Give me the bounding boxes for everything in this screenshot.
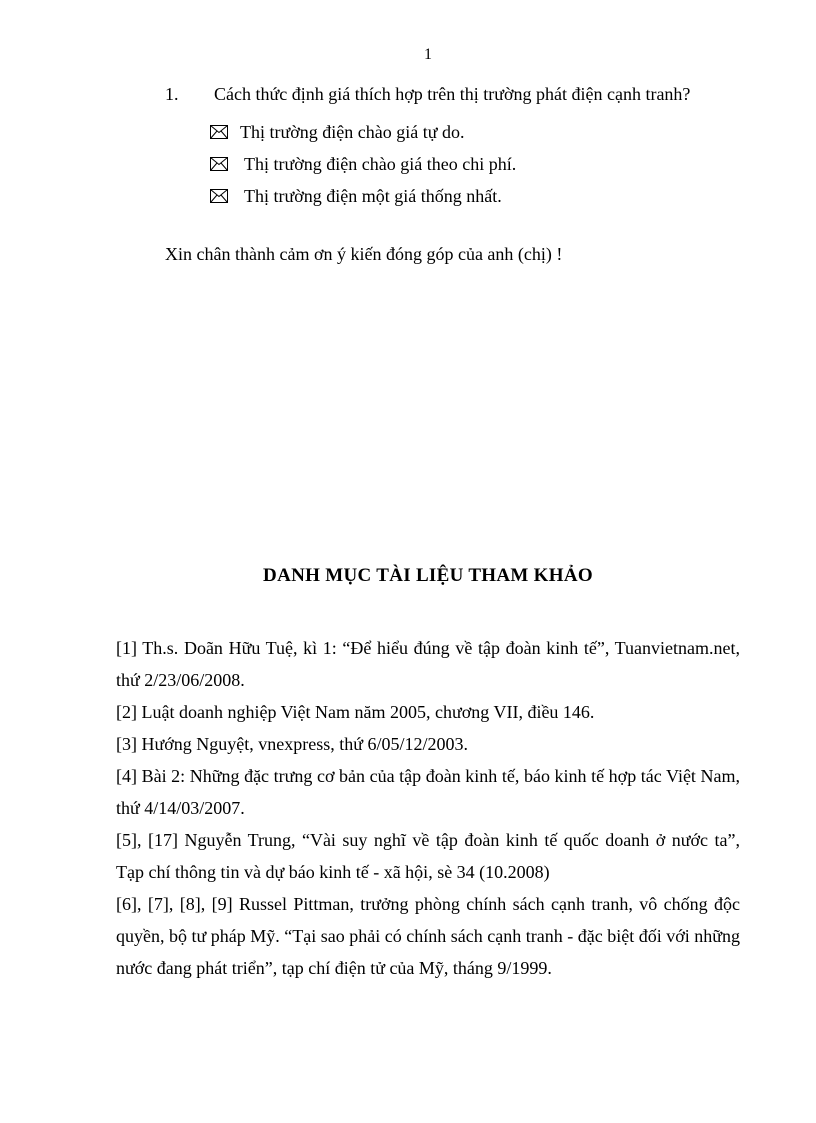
references-list bbox=[116, 632, 740, 984]
envelope-checkbox-icon bbox=[210, 125, 228, 139]
reference-item: [6], [7], [8], [9] Russel Pittman, trưởng phòng chính sách cạnh tranh, vô chống độc quyền, bộ tư pháp Mỹ. “Tại sao phải có chính sách cạnh tranh - đặc biệt đối với những nước đang phát triển”, tạp chí điện tử của Mỹ, tháng 9/1999. bbox=[116, 894, 740, 978]
references-title: DANH MỤC TÀI LIỆU THAM KHẢO bbox=[263, 565, 593, 586]
reference-item: [3] Hướng Nguyệt, vnexpress, thứ 6/05/12/2003. bbox=[116, 734, 468, 754]
answer-option-label: Thị trường điện chào giá tự do. bbox=[240, 121, 465, 142]
answer-option-label: Thị trường điện một giá thống nhất. bbox=[244, 185, 502, 206]
reference-item: [4] Bài 2: Những đặc trưng cơ bản của tập đoàn kinh tế, báo kinh tế hợp tác Việt Nam, thứ 4/14/03/2007. bbox=[116, 766, 740, 818]
answer-option[interactable] bbox=[210, 148, 516, 180]
answer-options bbox=[210, 116, 516, 212]
answer-option[interactable] bbox=[210, 116, 516, 148]
question-text: Cách thức định giá thích hợp trên thị trường phát điện cạnh tranh? bbox=[214, 84, 691, 104]
answer-option[interactable] bbox=[210, 180, 516, 212]
answer-option-label: Thị trường điện chào giá theo chi phí. bbox=[244, 153, 517, 174]
reference-item: [1] Th.s. Doãn Hữu Tuệ, kì 1: “Để hiểu đúng về tập đoàn kinh tế”, Tuanvietnam.net, thứ 2/23/06/2008. bbox=[116, 638, 740, 690]
question-number: 1. bbox=[165, 84, 179, 104]
reference-item: [2] Luật doanh nghiệp Việt Nam năm 2005, chương VII, điều 146. bbox=[116, 702, 595, 722]
envelope-checkbox-icon bbox=[210, 157, 228, 171]
reference-item: [5], [17] Nguyễn Trung, “Vài suy nghĩ về tập đoàn kinh tế quốc doanh ở nước ta”, Tạp chí thông tin và dự báo kinh tế - xã hội, sè 34 (10.2008) bbox=[116, 830, 740, 882]
envelope-checkbox-icon bbox=[210, 189, 228, 203]
survey-question bbox=[165, 84, 690, 105]
thanks-note: Xin chân thành cảm ơn ý kiến đóng góp của anh (chị) ! bbox=[165, 244, 563, 264]
page-number: 1 bbox=[424, 46, 432, 63]
